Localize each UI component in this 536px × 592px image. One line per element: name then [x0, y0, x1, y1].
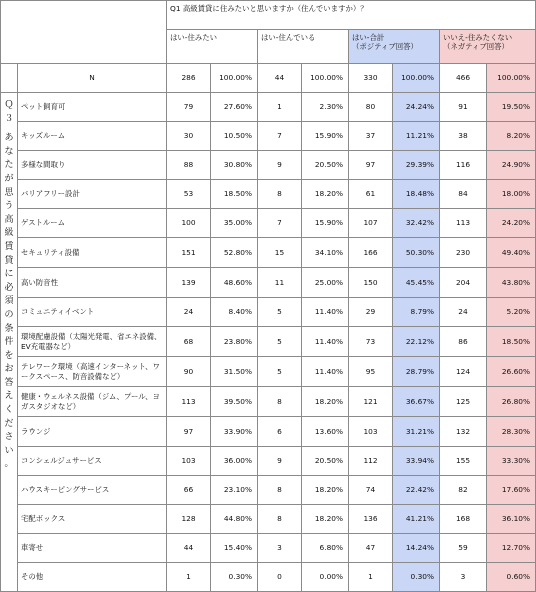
count-yes-living: 8	[258, 387, 302, 417]
count-yes-living: 0	[258, 563, 302, 592]
column-header-label: いいえ-住みたくない （ネガティブ回答）	[443, 33, 513, 52]
q3-vertical-question	[1, 93, 18, 592]
table-row	[1, 447, 536, 476]
count-yes-want: 100	[167, 209, 211, 238]
count-yes-living: 9	[258, 447, 302, 476]
pct-negative: 36.10%	[487, 505, 536, 534]
table-row	[1, 357, 536, 387]
pct-negative: 28.30%	[487, 417, 536, 447]
pct-positive-total: 36.67%	[393, 387, 440, 417]
pct-yes-want: 31.50%	[211, 357, 258, 387]
pct-negative: 5.20%	[487, 298, 536, 327]
pct-yes-living: 18.20%	[302, 180, 349, 209]
count-negative: 155	[440, 447, 487, 476]
count-yes-living: 1	[258, 93, 302, 122]
row-label	[18, 268, 167, 298]
pct-yes-want: 52.80%	[211, 238, 258, 268]
count-yes-living: 5	[258, 357, 302, 387]
count-yes-living: 5	[258, 298, 302, 327]
pct-positive-total: 24.24%	[393, 93, 440, 122]
n-pct-yes-living: 100.00%	[302, 64, 349, 93]
table-row	[1, 417, 536, 447]
row-label	[18, 209, 167, 238]
pct-negative: 18.50%	[487, 327, 536, 357]
count-positive-total: 121	[349, 387, 393, 417]
column-header-label: はい-合計 （ポジティブ回答）	[352, 33, 418, 52]
count-yes-want: 53	[167, 180, 211, 209]
row-label	[18, 534, 167, 563]
row-label	[18, 122, 167, 151]
question-title: Q1 高級賃貸に住みたいと思いますか（住んでいますか）？	[167, 1, 536, 30]
pct-yes-want: 30.80%	[211, 151, 258, 180]
pct-positive-total: 32.42%	[393, 209, 440, 238]
pct-negative: 18.00%	[487, 180, 536, 209]
table-row	[1, 180, 536, 209]
column-header-label: はい-住みたい	[170, 33, 218, 42]
count-positive-total: 97	[349, 151, 393, 180]
count-yes-want: 66	[167, 476, 211, 505]
table-row	[1, 122, 536, 151]
pct-yes-living: 18.20%	[302, 476, 349, 505]
n-row-blank	[1, 64, 18, 93]
count-positive-total: 103	[349, 417, 393, 447]
pct-yes-want: 0.30%	[211, 563, 258, 592]
count-yes-want: 30	[167, 122, 211, 151]
row-label	[18, 327, 167, 357]
count-negative: 124	[440, 357, 487, 387]
pct-negative: 49.40%	[487, 238, 536, 268]
row-label-text: 健康・ウェルネス設備（ジム、プール、ヨガスタジオなど）	[21, 392, 160, 411]
table-row	[1, 93, 536, 122]
count-positive-total: 74	[349, 476, 393, 505]
pct-yes-want: 33.90%	[211, 417, 258, 447]
count-negative: 116	[440, 151, 487, 180]
count-positive-total: 95	[349, 357, 393, 387]
row-label-text: 環境配慮設備（太陽光発電、省エネ設備、EV充電器など）	[21, 332, 162, 351]
n-pct-yes-want: 100.00%	[211, 64, 258, 93]
pct-yes-living: 18.20%	[302, 387, 349, 417]
pct-negative: 17.60%	[487, 476, 536, 505]
pct-positive-total: 33.94%	[393, 447, 440, 476]
row-label-text: バリアフリー設計	[21, 189, 80, 199]
pct-yes-living: 11.40%	[302, 357, 349, 387]
count-yes-living: 6	[258, 417, 302, 447]
pct-yes-want: 27.60%	[211, 93, 258, 122]
count-positive-total: 136	[349, 505, 393, 534]
row-label	[18, 357, 167, 387]
count-yes-want: 1	[167, 563, 211, 592]
pct-negative: 0.60%	[487, 563, 536, 592]
row-label	[18, 298, 167, 327]
pct-yes-living: 34.10%	[302, 238, 349, 268]
pct-yes-living: 25.00%	[302, 268, 349, 298]
pct-positive-total: 8.79%	[393, 298, 440, 327]
row-label-text: ゲストルーム	[21, 218, 66, 228]
row-label-text: テレワーク環境（高速インターネット、ワークスペース、防音設備など）	[21, 362, 160, 381]
count-yes-want: 24	[167, 298, 211, 327]
count-negative: 125	[440, 387, 487, 417]
pct-yes-want: 15.40%	[211, 534, 258, 563]
pct-yes-want: 8.40%	[211, 298, 258, 327]
pct-yes-want: 18.50%	[211, 180, 258, 209]
count-negative: 82	[440, 476, 487, 505]
count-negative: 86	[440, 327, 487, 357]
count-negative: 132	[440, 417, 487, 447]
n-count-yes-living: 44	[258, 64, 302, 93]
count-yes-living: 11	[258, 268, 302, 298]
pct-positive-total: 14.24%	[393, 534, 440, 563]
pct-positive-total: 29.39%	[393, 151, 440, 180]
n-count-negative: 466	[440, 64, 487, 93]
pct-yes-living: 0.00%	[302, 563, 349, 592]
count-yes-living: 8	[258, 180, 302, 209]
row-label-text: ラウンジ	[21, 426, 51, 436]
column-header-label: はい-住んでいる	[261, 33, 316, 42]
pct-yes-want: 23.80%	[211, 327, 258, 357]
row-label	[18, 238, 167, 268]
pct-yes-want: 39.50%	[211, 387, 258, 417]
row-label	[18, 447, 167, 476]
pct-negative: 8.20%	[487, 122, 536, 151]
row-label-text: コンシェルジュサービス	[21, 456, 102, 466]
row-label	[18, 505, 167, 534]
row-label-text: ハウスキーピングサービス	[21, 485, 110, 495]
count-yes-living: 8	[258, 476, 302, 505]
table-row	[1, 327, 536, 357]
pct-yes-living: 6.80%	[302, 534, 349, 563]
column-header-negative	[440, 30, 536, 64]
count-yes-want: 103	[167, 447, 211, 476]
column-header-yes-want	[167, 30, 258, 64]
pct-yes-living: 13.60%	[302, 417, 349, 447]
table-row	[1, 298, 536, 327]
count-yes-want: 128	[167, 505, 211, 534]
pct-yes-living: 15.90%	[302, 209, 349, 238]
count-negative: 230	[440, 238, 487, 268]
pct-yes-living: 2.30%	[302, 93, 349, 122]
n-count-positive-total: 330	[349, 64, 393, 93]
count-positive-total: 73	[349, 327, 393, 357]
pct-yes-living: 20.50%	[302, 447, 349, 476]
count-yes-living: 7	[258, 209, 302, 238]
count-positive-total: 1	[349, 563, 393, 592]
count-negative: 168	[440, 505, 487, 534]
count-positive-total: 112	[349, 447, 393, 476]
count-yes-living: 7	[258, 122, 302, 151]
pct-yes-want: 23.10%	[211, 476, 258, 505]
pct-yes-want: 44.80%	[211, 505, 258, 534]
n-pct-negative: 100.00%	[487, 64, 536, 93]
count-positive-total: 29	[349, 298, 393, 327]
pct-positive-total: 50.30%	[393, 238, 440, 268]
row-label-text: 車寄せ	[21, 543, 44, 553]
count-yes-want: 68	[167, 327, 211, 357]
count-yes-want: 139	[167, 268, 211, 298]
table-row	[1, 268, 536, 298]
pct-positive-total: 0.30%	[393, 563, 440, 592]
count-yes-want: 88	[167, 151, 211, 180]
pct-negative: 19.50%	[487, 93, 536, 122]
count-negative: 3	[440, 563, 487, 592]
pct-yes-living: 15.90%	[302, 122, 349, 151]
pct-positive-total: 22.42%	[393, 476, 440, 505]
count-yes-want: 79	[167, 93, 211, 122]
table-row	[1, 563, 536, 592]
count-positive-total: 37	[349, 122, 393, 151]
corner-blank-cell	[1, 1, 167, 64]
pct-negative: 12.70%	[487, 534, 536, 563]
pct-negative: 24.20%	[487, 209, 536, 238]
table-row	[1, 151, 536, 180]
pct-yes-living: 11.40%	[302, 327, 349, 357]
pct-positive-total: 28.79%	[393, 357, 440, 387]
row-label-text: セキュリティ設備	[21, 247, 80, 257]
table-row	[1, 476, 536, 505]
pct-negative: 43.80%	[487, 268, 536, 298]
count-yes-living: 9	[258, 151, 302, 180]
pct-negative: 26.60%	[487, 357, 536, 387]
count-yes-want: 113	[167, 387, 211, 417]
row-label-text: キッズルーム	[21, 131, 66, 141]
pct-positive-total: 18.48%	[393, 180, 440, 209]
pct-yes-living: 20.50%	[302, 151, 349, 180]
pct-yes-want: 48.60%	[211, 268, 258, 298]
pct-yes-living: 11.40%	[302, 298, 349, 327]
count-positive-total: 61	[349, 180, 393, 209]
pct-positive-total: 45.45%	[393, 268, 440, 298]
pct-yes-want: 10.50%	[211, 122, 258, 151]
row-label-text: コミュニティイベント	[21, 307, 95, 317]
count-positive-total: 47	[349, 534, 393, 563]
pct-negative: 33.30%	[487, 447, 536, 476]
q3-number: Ｑ ３	[4, 100, 14, 124]
count-positive-total: 150	[349, 268, 393, 298]
row-label	[18, 93, 167, 122]
table-row	[1, 238, 536, 268]
row-label	[18, 417, 167, 447]
row-label-text: 宅配ボックス	[21, 514, 66, 524]
row-label	[18, 151, 167, 180]
count-positive-total: 166	[349, 238, 393, 268]
count-yes-want: 151	[167, 238, 211, 268]
n-row-label: N	[18, 64, 167, 93]
count-yes-living: 8	[258, 505, 302, 534]
n-pct-positive-total: 100.00%	[393, 64, 440, 93]
count-negative: 91	[440, 93, 487, 122]
count-yes-living: 5	[258, 327, 302, 357]
count-yes-want: 97	[167, 417, 211, 447]
table-row	[1, 209, 536, 238]
row-label-text: ペット飼育可	[21, 102, 66, 112]
count-yes-want: 90	[167, 357, 211, 387]
row-label	[18, 387, 167, 417]
row-label-text: その他	[21, 572, 44, 582]
row-label	[18, 563, 167, 592]
count-negative: 38	[440, 122, 487, 151]
q3-question-text: あ な た が 思 う 高 級 賃 貸 に 必 須 の 条 件 を お 答 え く だ さ い 。	[4, 133, 14, 470]
table-row	[1, 387, 536, 417]
pct-positive-total: 22.12%	[393, 327, 440, 357]
column-header-yes-living	[258, 30, 349, 64]
row-label	[18, 476, 167, 505]
pct-yes-want: 36.00%	[211, 447, 258, 476]
table-row	[1, 505, 536, 534]
count-yes-want: 44	[167, 534, 211, 563]
count-negative: 204	[440, 268, 487, 298]
count-yes-living: 15	[258, 238, 302, 268]
count-positive-total: 107	[349, 209, 393, 238]
pct-positive-total: 41.21%	[393, 505, 440, 534]
pct-negative: 24.90%	[487, 151, 536, 180]
count-yes-living: 3	[258, 534, 302, 563]
pct-yes-living: 18.20%	[302, 505, 349, 534]
count-positive-total: 80	[349, 93, 393, 122]
table-row	[1, 534, 536, 563]
count-negative: 59	[440, 534, 487, 563]
column-header-positive-total	[349, 30, 440, 64]
pct-positive-total: 11.21%	[393, 122, 440, 151]
n-count-yes-want: 286	[167, 64, 211, 93]
pct-negative: 26.80%	[487, 387, 536, 417]
row-label-text: 高い防音性	[21, 277, 58, 287]
row-label	[18, 180, 167, 209]
count-negative: 113	[440, 209, 487, 238]
count-negative: 84	[440, 180, 487, 209]
row-label-text: 多様な間取り	[21, 160, 66, 170]
count-negative: 24	[440, 298, 487, 327]
pct-positive-total: 31.21%	[393, 417, 440, 447]
n-row	[1, 64, 536, 93]
pct-yes-want: 35.00%	[211, 209, 258, 238]
